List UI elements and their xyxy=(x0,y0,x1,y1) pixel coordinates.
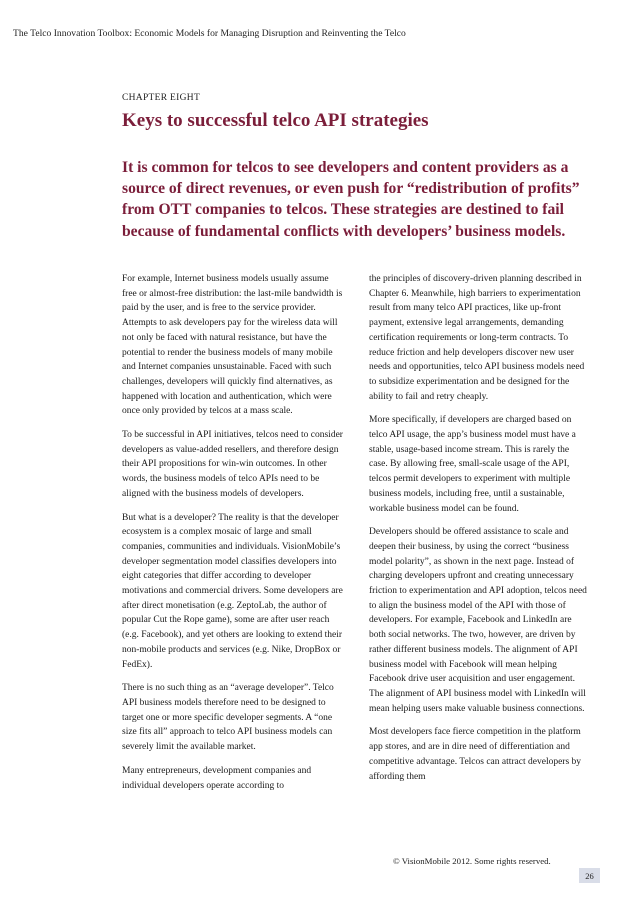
body-paragraph: For example, Internet business models usually assume free or almost-free distribution: the last-mile bandwidth is paid by the user, and is free to the service provider. Attempts to ask developers pay for the wireless data will not only be faced with natural resistance, but have the potential to render the business models of many mobile and Internet companies unsustainable. Faced with such challenges, developers will quickly find alternatives, as happened with location and authentication, which were once only provided by telcos at a mass scale. xyxy=(122,274,343,417)
chapter-label: CHAPTER EIGHT xyxy=(122,93,201,103)
page-number: 26 xyxy=(579,868,600,883)
copyright-notice: © VisionMobile 2012. Some rights reserved. xyxy=(393,856,551,866)
running-header: The Telco Innovation Toolbox: Economic Models for Managing Disruption and Reinventing the Telco xyxy=(13,28,406,39)
body-paragraph: Developers should be offered assistance to scale and deepen their business, by using the correct “business model polarity”, as shown in the next page. Instead of charging developers upfront and creating unnecessary friction to experimentation and API adoption, telcos need to align the business model of the API with those of developers. For example, Facebook and LinkedIn are both social networks. The two, however, are driven by rather different business models. The alignment of API business model with Facebook will mean helping Facebook drive user acquisition and user engagement. The alignment of API business model with LinkedIn will mean helping users make valuable business connections. xyxy=(369,527,587,714)
chapter-title: Keys to successful telco API strategies xyxy=(122,110,429,131)
body-paragraph: More specifically, if developers are charged based on telco API usage, the app’s business model must have a stable, usage-based income stream. This is rarely the case. By allowing free, small-scale usage of the API, telcos permit developers to experiment with multiple business models, including free, until a sustainable, workable business model can be found. xyxy=(369,415,576,514)
body-paragraph: But what is a developer? The reality is that the developer ecosystem is a complex mosaic of large and small companies, communities and individuals. VisionMobile’s developer segmentation model classifies developers into eight categories that differ according to developer motivations and commercial drivers. Some developers are after direct monetisation (e.g. ZeptoLab, the author of popular Cut the Rope game), some are after user reach (e.g. Facebook), and yet others are looking to extend their non-mobile products and services (e.g. Nike, DropBox or FedEx). xyxy=(122,512,343,670)
body-paragraph: Most developers face fierce competition in the platform app stores, and are in dire need of differentiation and competitive advantage. Telcos can attract developers by affording them xyxy=(369,727,582,782)
body-paragraph: To be successful in API initiatives, telcos need to consider developers as value-added resellers, and therefore design their API propositions for win-win outcomes. In other words, the business models of telco APIs need to be aligned with the business models of developers. xyxy=(122,430,343,499)
left-column xyxy=(122,272,344,802)
body-paragraph: the principles of discovery-driven planning described in Chapter 6. Meanwhile, high barriers to experimentation result from many telco API practices, like up-front payment, extensive legal arrangements, demanding certification requirements or long-term contracts. To reduce friction and help developers discover new user needs and opportunities, telco API business models need to subsidize experimentation and be designed for the ability to fail and retry cheaply. xyxy=(369,274,585,402)
body-paragraph: There is no such thing as an “average developer”. Telco API business models therefore need to be designed to target one or more specific developer segments. A “one size fits all” approach to telco API business models can severely limit the available market. xyxy=(122,683,334,753)
body-paragraph: Many entrepreneurs, development companies and individual developers operate according to xyxy=(122,765,312,791)
lead-paragraph: It is common for telcos to see developers and content providers as a source of direct revenues, or even push for “redistribution of profits” from OTT companies to telcos. These strategies are destined to fail because of fundamental conflicts with developers’ business models. xyxy=(122,159,580,240)
right-column xyxy=(369,272,587,793)
